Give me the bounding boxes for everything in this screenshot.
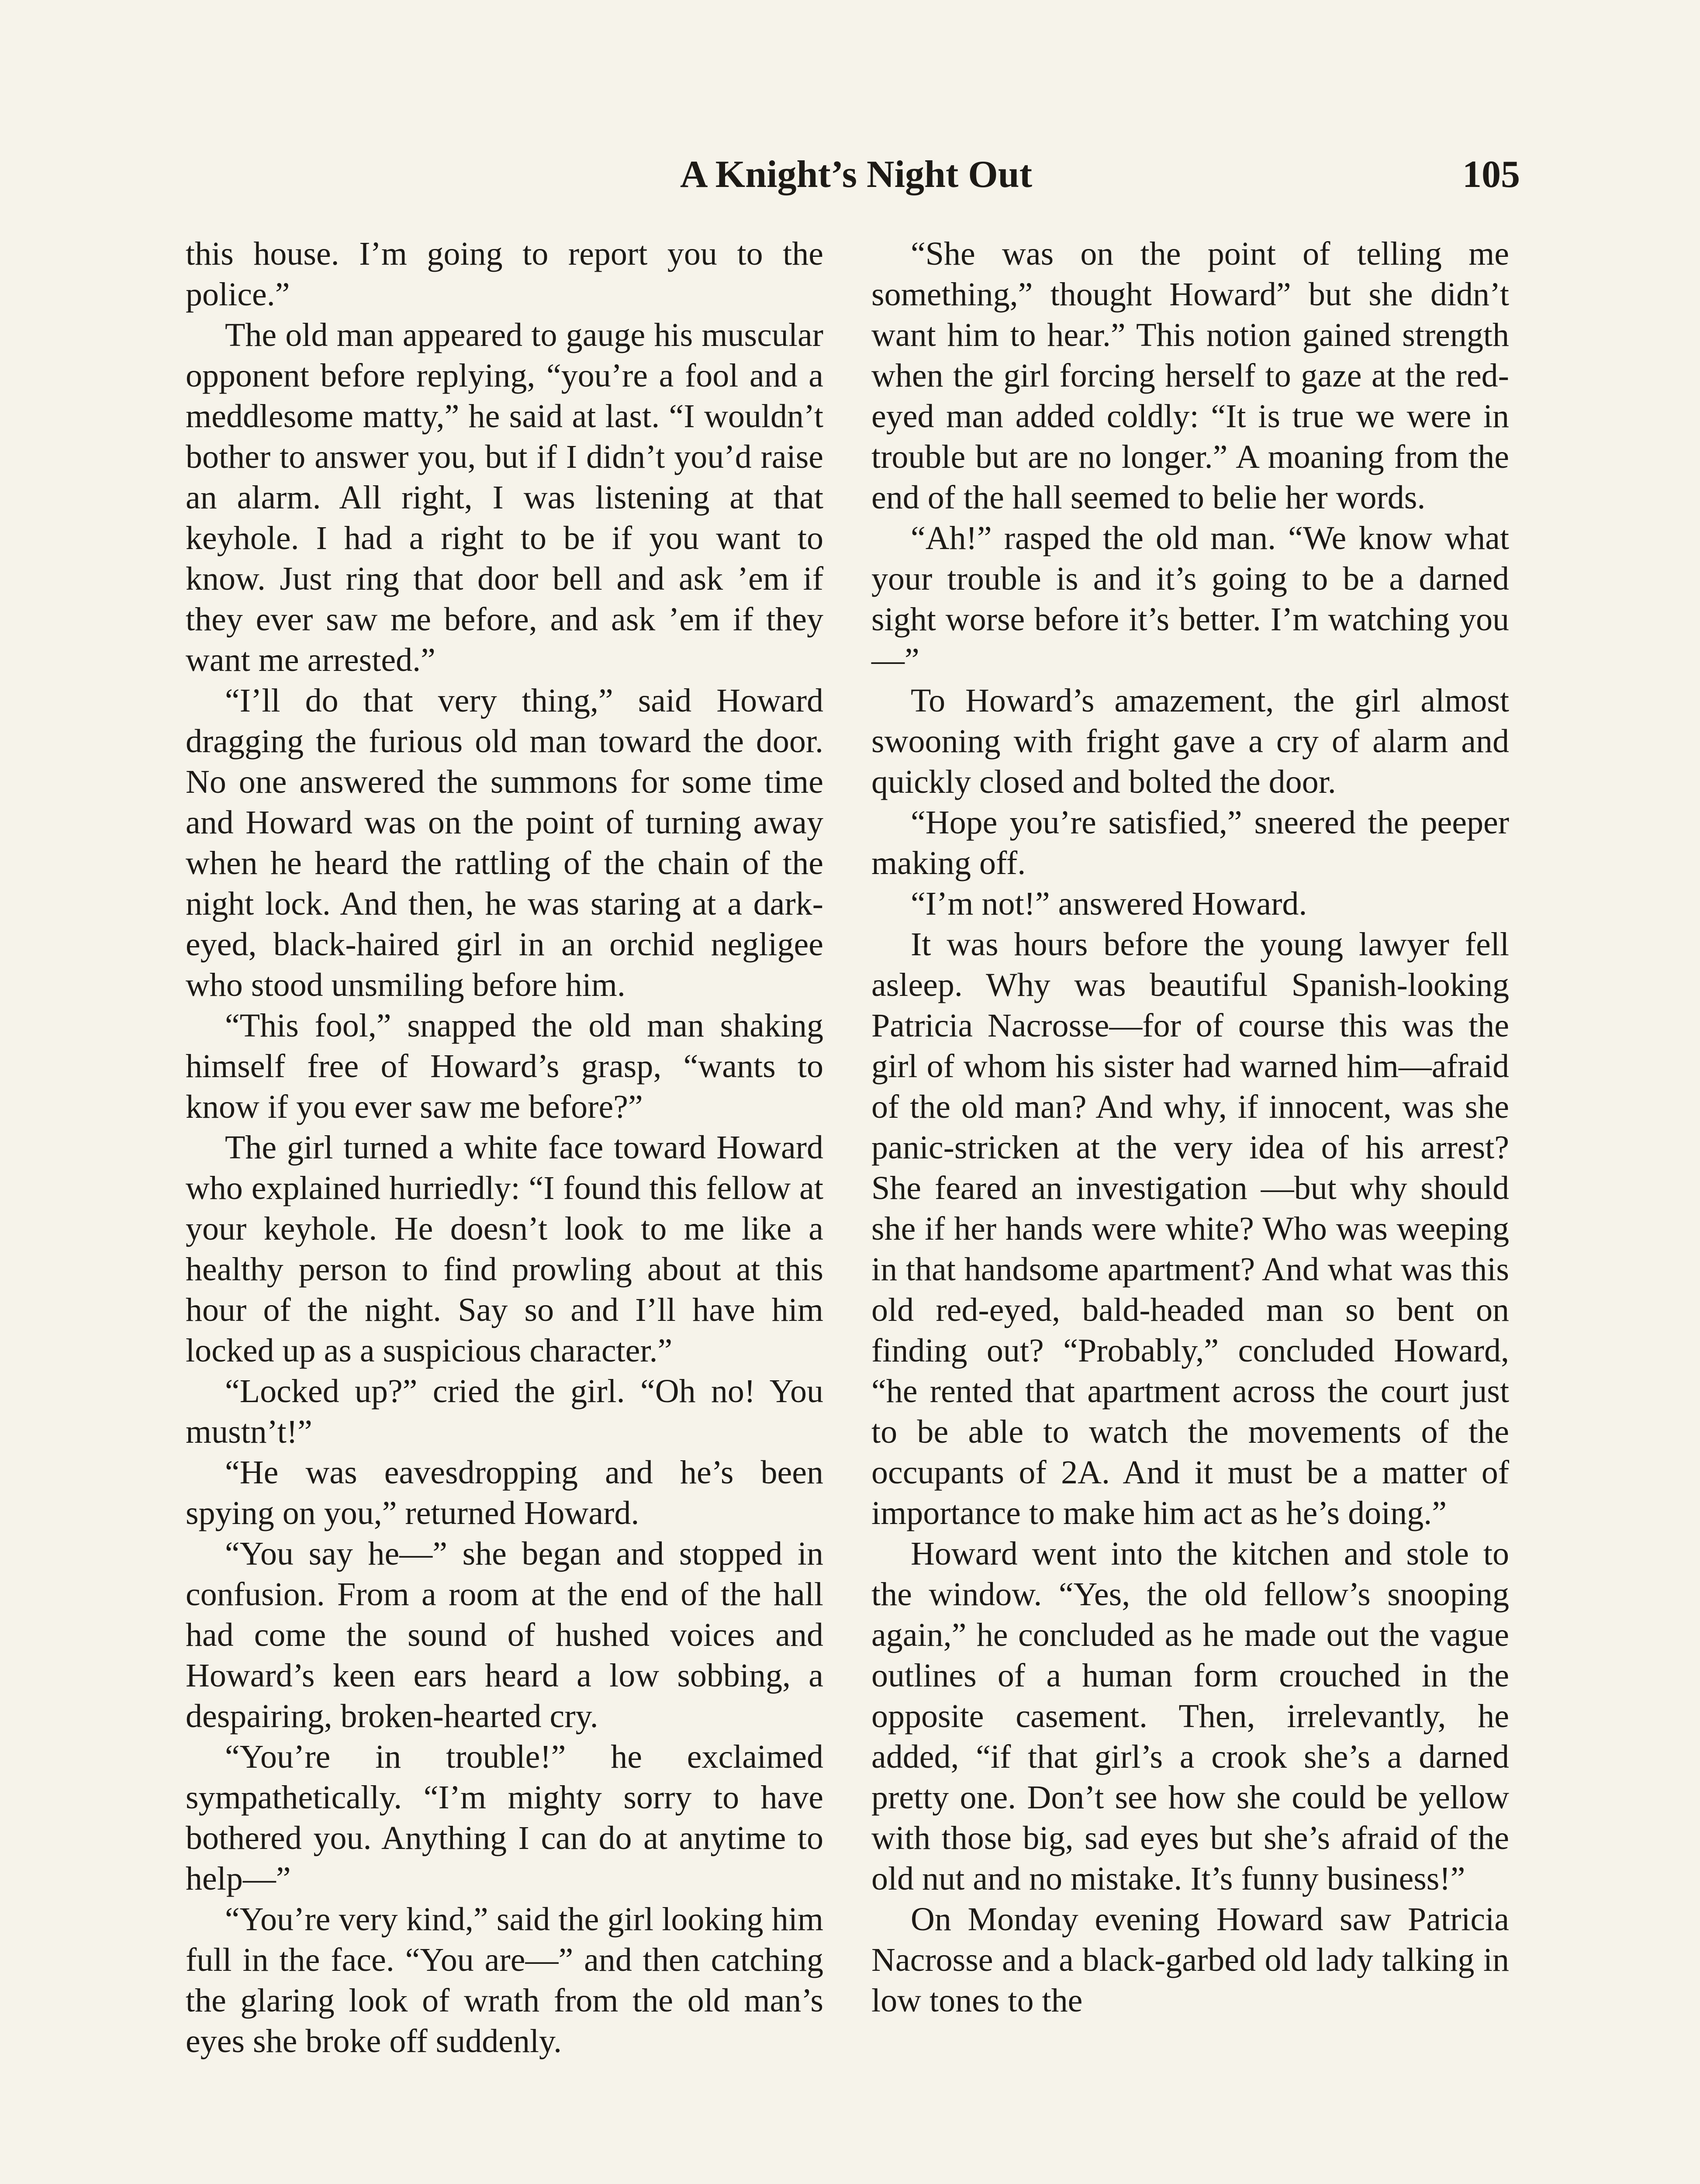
paragraph: “Locked up?” cried the girl. “Oh no! You mustn’t!” bbox=[186, 1373, 823, 1450]
running-title: A Knight’s Night Out bbox=[680, 153, 1032, 196]
paragraph: On Monday evening Howard saw Patricia Nacrosse and a black-garbed old lady talking in low tones to the bbox=[871, 1901, 1509, 2019]
paragraph: “You’re very kind,” said the girl looking him full in the face. “You are—” and then catching the glaring look of wrath from the old man’s eyes she broke off suddenly. bbox=[186, 1901, 823, 2060]
paragraph: Howard went into the kitchen and stole to the window. “Yes, the old fellow’s snooping again,” he concluded as he made out the vague outlines of a human form crouched in the opposite casement. Then, irrelevantly, he added, “if that girl’s a crook she’s a darned pretty one. Don’t see how she could be yellow with those big, sad eyes but she’s afraid of the old nut and no mistake. It’s funny business!” bbox=[871, 1535, 1509, 1897]
paragraph: It was hours before the young lawyer fell asleep. Why was beautiful Spanish-looking Patricia Nacrosse—for of course this was the girl of whom his sister had warned him—afraid of the old man? And why, if innocent, was she panic-stricken at the very idea of his arrest? She feared an investigation —but why should she if her hands were white? Who was weeping in that handsome apartment? And what was this old red-eyed, bald-headed man so bent on finding out? “Probably,” concluded Howard, “he rented that apartment across the court just to be able to watch the movements of the occupants of 2A. And it must be a matter of importance to make him act as he’s doing.” bbox=[871, 926, 1509, 1531]
page-number: 105 bbox=[1462, 153, 1520, 196]
paragraph: “Ah!” rasped the old man. “We know what your trouble is and it’s going to be a darned sight worse before it’s better. I’m watching you—” bbox=[871, 520, 1509, 678]
left-column bbox=[186, 234, 823, 2062]
paragraph: The old man appeared to gauge his muscular opponent before replying, “you’re a fool and a meddlesome matty,” he said at last. “I wouldn’t bother to answer you, but if I didn’t you’d raise an alarm. All right, I was listening at that keyhole. I had a right to be if you want to know. Just ring that door bell and ask ’em if they ever saw me before, and ask ’em if they want me arrested.” bbox=[186, 317, 823, 678]
paragraph: The girl turned a white face toward Howard who explained hurriedly: “I found this fellow at your keyhole. He doesn’t look to me like a healthy person to find prowling about at this hour of the night. Say so and I’ll have him locked up as a suspicious character.” bbox=[186, 1129, 823, 1369]
right-column bbox=[871, 234, 1509, 2021]
paragraph: “I’ll do that very thing,” said Howard dragging the furious old man toward the door. No one answered the summons for some time and Howard was on the point of turning away when he heard the rattling of the chain of the night lock. And then, he was staring at a dark-eyed, black-haired girl in an orchid negligee who stood unsmiling before him. bbox=[186, 682, 823, 1003]
paragraph: “She was on the point of telling me something,” thought Howard” but she didn’t want him to hear.” This notion gained strength when the girl forcing herself to gaze at the red-eyed man added coldly: “It is true we were in trouble but are no longer.” A moaning from the end of the hall seemed to belie her words. bbox=[871, 235, 1509, 516]
paragraph: “I’m not!” answered Howard. bbox=[911, 885, 1307, 922]
paragraph: “Hope you’re satisfied,” sneered the peeper making off. bbox=[871, 804, 1509, 881]
paragraph: this house. I’m going to report you to the police.” bbox=[186, 235, 823, 313]
paragraph: “This fool,” snapped the old man shaking himself free of Howard’s grasp, “wants to know if you ever saw me before?” bbox=[186, 1007, 823, 1125]
paragraph: “You say he—” she began and stopped in confusion. From a room at the end of the hall had come the sound of hushed voices and Howard’s keen ears heard a low sobbing, a despairing, broken-hearted cry. bbox=[186, 1535, 823, 1735]
page-header bbox=[192, 146, 1520, 203]
paragraph: “He was eavesdropping and he’s been spying on you,” returned Howard. bbox=[186, 1454, 823, 1531]
paragraph: “You’re in trouble!” he exclaimed sympathetically. “I’m mighty sorry to have bothered you. Anything I can do at anytime to help—” bbox=[186, 1738, 823, 1897]
paragraph: To Howard’s amazement, the girl almost swooning with fright gave a cry of alarm and quickly closed and bolted the door. bbox=[871, 682, 1509, 800]
